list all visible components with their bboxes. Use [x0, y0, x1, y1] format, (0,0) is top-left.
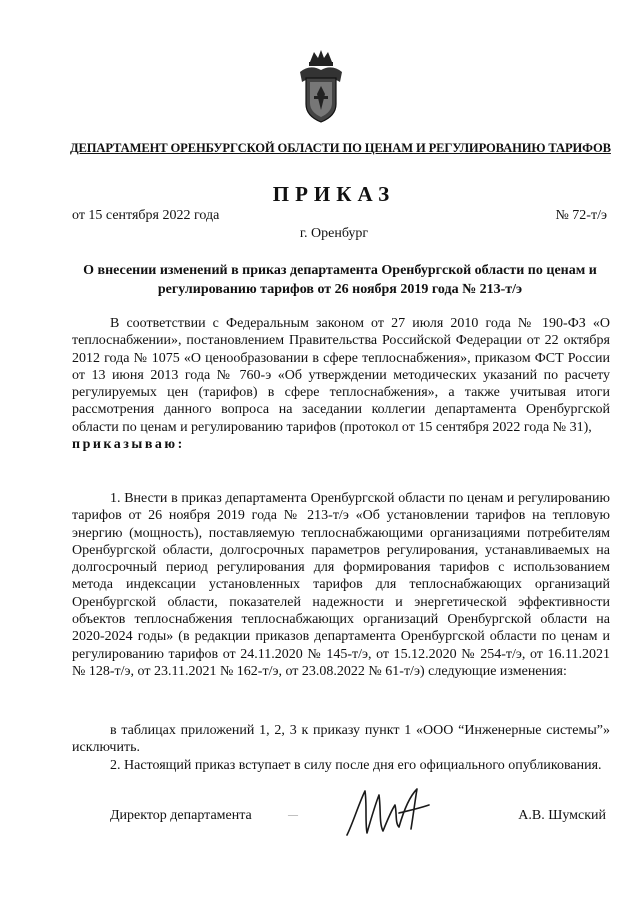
- amendment-paragraph: в таблицах приложений 1, 2, 3 к приказу пункт 1 «ООО “Инженерные системы”» исключить.: [72, 723, 610, 756]
- document-subject: О внесении изменений в приказ департамента Оренбургской области по ценам и регулированию тарифов от 26 ноября 2019 года № 213-т/э: [83, 263, 597, 297]
- document-title: ПРИКАЗ: [272, 182, 396, 206]
- preamble-paragraph: [72, 315, 610, 453]
- signature-line-mark: —: [288, 810, 298, 821]
- coat-of-arms-emblem: [296, 48, 346, 126]
- document-date: от 15 сентября 2022 года: [72, 208, 220, 223]
- handwritten-signature: [343, 783, 433, 841]
- preamble-text: В соответствии с Федеральным законом от 27 июля 2010 года № 190-ФЗ «О теплоснабжении», постановлением Правительства Российской Федерации от 22 октября 2012 года № 1075 «О ценообразовании в сфере теплоснабжения», приказом ФСТ России от 13 июня 2013 года № 760-э «Об утверждении методических указаний по расчету регулируемых цен (тарифов) в сфере теплоснабжения», а также учитывая итоги рассмотрения данного вопроса на заседании коллегии департамента Оренбургской области по ценам и регулированию тарифов (протокол от 15 сентября 2022 года № 31),: [72, 316, 610, 435]
- department-header: ДЕПАРТАМЕНТ ОРЕНБУРГСКОЙ ОБЛАСТИ ПО ЦЕНАМ И РЕГУЛИРОВАНИЮ ТАРИФОВ: [70, 141, 611, 155]
- item-2-paragraph: 2. Настоящий приказ вступает в силу после дня его официального опубликования.: [110, 758, 602, 773]
- resolve-word: приказываю:: [72, 437, 185, 453]
- document-city: г. Оренбург: [299, 226, 369, 241]
- signer-title: Директор департамента: [110, 808, 252, 823]
- item-1-paragraph: 1. Внести в приказ департамента Оренбургской области по ценам и регулированию тарифов от 26 ноября 2019 года № 213-т/э «Об установлении тарифов на тепловую энергию (мощность), поставляемую теплоснабжающими организациями потребителям Оренбургской области, долгосрочных параметров регулирования, устанавливаемых на долгосрочный период регулирования для формирования тарифов с использованием метода индексации установленных тарифов для теплоснабжающих организаций Оренбургской области, показателей надежности и энергетической эффективности объектов теплоснабжения теплоснабжающих организаций Оренбургской области на 2020-2024 годы» (в редакции приказов департамента Оренбургской области по ценам и регулированию тарифов от 24.11.2020 № 145-т/э, от 15.12.2020 № 254-т/э, от 16.11.2021 № 128-т/э, от 23.11.2021 № 162-т/э, от 23.08.2022 № 61-т/э) следующие изменения:: [72, 491, 610, 679]
- document-number: № 72-т/э: [555, 208, 607, 223]
- signer-name: А.В. Шумский: [518, 808, 606, 823]
